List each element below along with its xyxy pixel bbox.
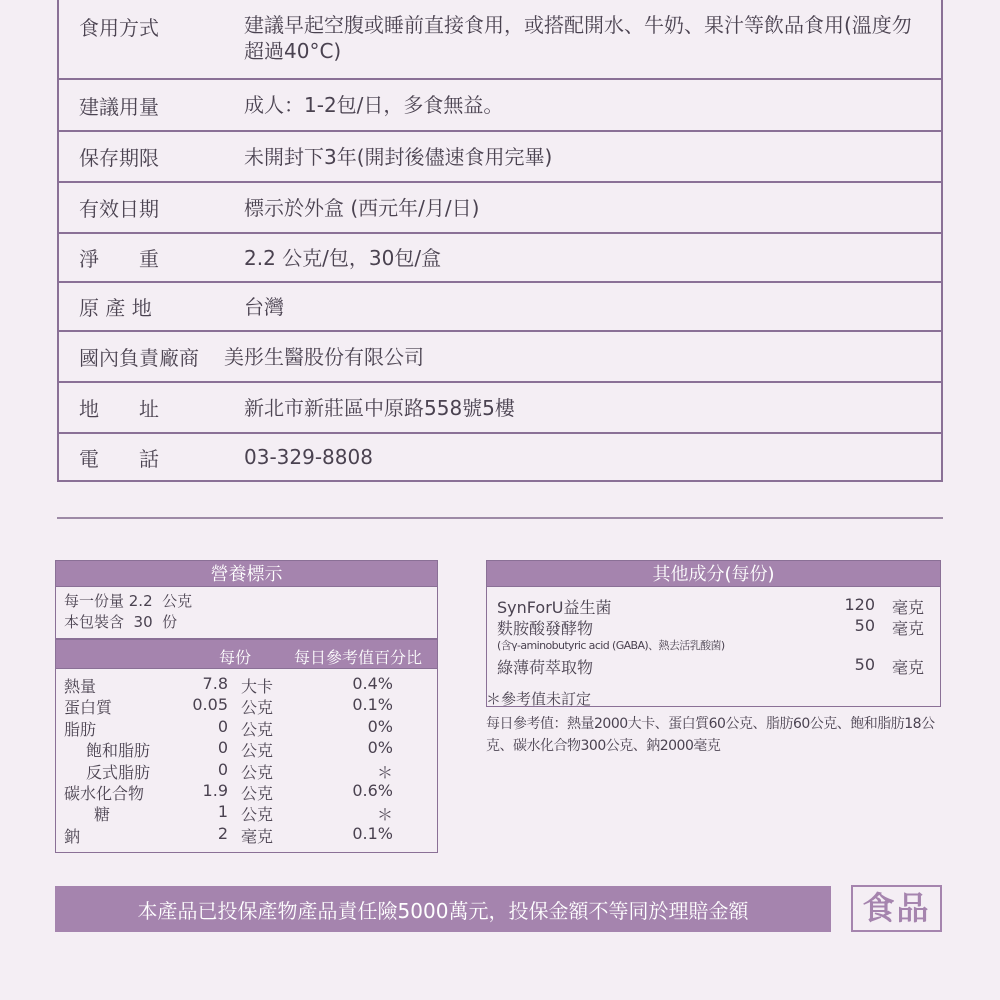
spec-value: 新北市新莊區中原路558號5樓 — [244, 395, 515, 420]
spec-value: 建議早起空腹或睡前直接食用，或搭配開水、牛奶、果汁等飲品食用(溫度勿超過40°C) — [244, 13, 912, 63]
ingredient-row — [487, 637, 940, 655]
ingredient-name: 綠薄荷萃取物 — [497, 658, 594, 677]
nutrient-name: 飽和脂肪 — [86, 741, 151, 761]
nutrition-row — [56, 802, 437, 823]
spec-table — [57, 0, 943, 482]
nutrient-name: 反式脂肪 — [86, 762, 151, 782]
spec-label: 國內負責廠商 — [79, 346, 199, 370]
spec-label: 保存期限 — [79, 146, 159, 170]
ingredient-unit: 毫克 — [891, 619, 924, 638]
ingredient-row — [487, 595, 940, 616]
spec-row-manufacturer — [59, 330, 941, 381]
nutrition-row — [56, 674, 437, 695]
nutrient-amount: 0.05 — [192, 695, 228, 715]
nutrient-unit: 公克 — [241, 719, 274, 739]
nutrient-unit: 公克 — [241, 698, 274, 718]
food-badge: 食品 — [851, 885, 942, 932]
nutrient-unit: 公克 — [241, 805, 274, 825]
spec-label: 淨 重 — [79, 247, 159, 271]
spec-value: 台灣 — [244, 294, 284, 319]
nutrient-amount: 7.8 — [202, 674, 228, 693]
ingredient-unit: 毫克 — [891, 598, 924, 617]
nutrient-pct: ＊ — [376, 805, 393, 825]
col-daily-pct: 每日參考值百分比 — [294, 648, 423, 667]
spec-row-net-weight — [59, 232, 941, 281]
nutrient-name: 糖 — [94, 805, 111, 825]
ingredient-amount: 50 — [854, 616, 875, 635]
ingredient-unit: 毫克 — [891, 658, 924, 677]
insurance-banner: 本產品已投保產物產品責任險5000萬元，投保金額不等同於理賠金額 — [55, 886, 831, 932]
nutrient-pct: 0.6% — [352, 780, 393, 800]
other-ingredients-title: 其他成分(每份) — [486, 560, 941, 587]
nutrient-unit: 大卡 — [241, 677, 274, 696]
spec-value: 03-329-8808 — [244, 445, 373, 469]
nutrient-name: 鈉 — [64, 826, 81, 846]
ingredient-amount: 50 — [854, 655, 875, 674]
other-ingredients-panel — [486, 560, 941, 707]
spec-value: 未開封下3年(開封後儘速食用完畢) — [244, 144, 553, 169]
nutrition-row — [56, 760, 437, 781]
nutrient-amount: 1 — [217, 802, 228, 822]
ingredient-row — [487, 655, 940, 676]
nutrient-pct: ＊ — [376, 762, 393, 782]
nutrient-unit: 公克 — [241, 762, 274, 782]
ingredient-name: (含γ-aminobutyric acid (GABA)、熱去活乳酸菌) — [497, 639, 725, 652]
nutrient-name: 脂肪 — [64, 719, 97, 739]
nutrient-pct: 0% — [367, 716, 393, 736]
nutrition-row — [56, 717, 437, 738]
ingredient-row — [487, 616, 940, 637]
nutrition-row — [56, 824, 437, 845]
nutrient-unit: 公克 — [241, 783, 274, 803]
nutrient-unit: 毫克 — [241, 826, 274, 846]
nutrient-name: 碳水化合物 — [64, 783, 145, 803]
reference-note: ＊參考值未訂定 — [486, 690, 592, 708]
nutrient-pct: 0.1% — [352, 695, 393, 715]
spec-label: 地 址 — [79, 397, 159, 421]
nutrient-amount: 0 — [217, 738, 228, 758]
spec-row-address — [59, 381, 941, 432]
nutrient-name: 熱量 — [64, 677, 97, 696]
nutrition-rows — [55, 669, 438, 853]
ingredient-amount: 120 — [844, 595, 875, 614]
spec-label: 建議用量 — [79, 94, 159, 119]
spec-value: 美彤生醫股份有限公司 — [224, 344, 424, 369]
nutrient-amount: 2 — [217, 823, 228, 843]
nutrient-pct: 0.4% — [352, 674, 393, 693]
spec-label: 電 話 — [79, 446, 159, 471]
daily-reference-note: 每日參考值：熱量2000大卡、蛋白質60公克、脂肪60公克、飽和脂肪18公克、碳水化合物300公克、鈉2000毫克 — [486, 716, 935, 754]
nutrition-title: 營養標示 — [55, 560, 438, 587]
spec-row-expiry — [59, 181, 941, 232]
spec-label: 原 產 地 — [79, 296, 152, 320]
nutrition-panel — [55, 560, 438, 853]
nutrient-pct: 0.1% — [352, 823, 393, 843]
serving-size: 每一份量 2.2 公克 — [64, 592, 193, 610]
nutrient-amount: 1.9 — [202, 780, 228, 800]
nutrient-name: 蛋白質 — [64, 698, 113, 718]
nutrient-pct: 0% — [367, 738, 393, 758]
section-divider — [57, 517, 943, 519]
spec-value: 2.2 公克/包，30包/盒 — [244, 245, 442, 270]
ingredient-name: SynForU益生菌 — [497, 598, 612, 617]
spec-row-origin — [59, 281, 941, 330]
nutrition-row — [56, 781, 437, 802]
spec-row-dosage — [59, 78, 941, 130]
spec-row-usage — [59, 0, 941, 78]
spec-value: 標示於外盒 (西元年/月/日) — [244, 195, 480, 220]
spec-label: 有效日期 — [79, 197, 159, 221]
spec-row-shelf-life — [59, 130, 941, 181]
nutrient-unit: 公克 — [241, 741, 274, 761]
servings-per-pack: 本包裝含 30 份 — [64, 613, 178, 631]
nutrition-column-header — [55, 639, 438, 669]
col-per-serving: 每份 — [219, 648, 252, 667]
spec-value: 成人：1-2包/日，多食無益。 — [244, 93, 504, 117]
nutrient-amount: 0 — [217, 716, 228, 736]
nutrition-row — [56, 738, 437, 759]
nutrient-amount: 0 — [217, 759, 228, 779]
spec-row-phone — [59, 432, 941, 480]
spec-label: 食用方式 — [79, 16, 159, 40]
ingredient-name: 麩胺酸發酵物 — [497, 619, 594, 638]
nutrition-row — [56, 695, 437, 716]
nutrition-serving-info — [55, 587, 438, 639]
